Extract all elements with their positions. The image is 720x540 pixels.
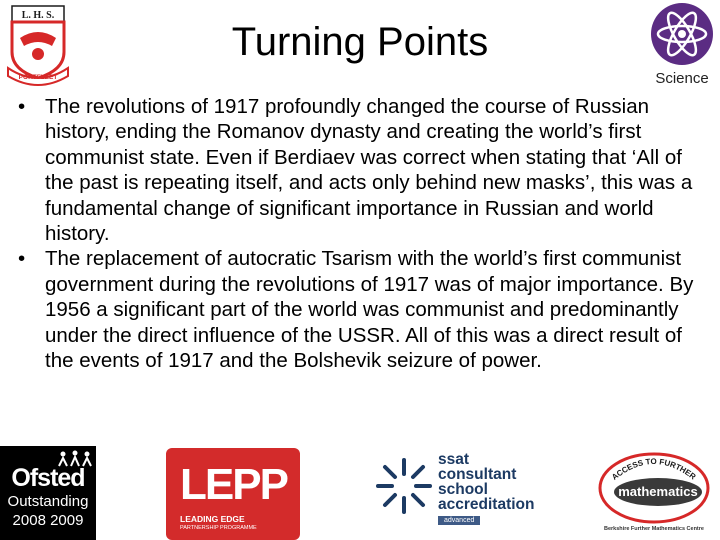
school-crest-logo (6, 4, 70, 88)
bullet-marker: • (18, 247, 26, 271)
slide-title: Turning Points (231, 20, 489, 64)
ssat-text (438, 452, 534, 512)
leading-edge-logo (166, 448, 300, 540)
crest-band-text: PORTFLEET (18, 74, 58, 81)
maths-footer-text: Berkshire Further Mathematics Centre (604, 526, 704, 532)
ssat-accreditation-logo (370, 448, 546, 532)
bullet-item (18, 246, 708, 373)
ofsted-name: Ofsted (11, 464, 85, 492)
maths-arc-text: ACCESS TO FURTHER (610, 456, 698, 482)
ssat-line: school (438, 481, 488, 498)
ofsted-years: 2008 2009 (12, 512, 84, 529)
bullet-text: The replacement of autocratic Tsarism with the world’s first communist government during the revolutions of 1917 was of major importance. By 1956 a significant part of the world was communist and predominantly under the direct influence of the USSR. All of this was a direct result of the events of 1917 and the Bolshevik seizure of power. (45, 247, 694, 373)
maths-center-text: mathematics (618, 484, 698, 499)
lepp-line2: PARTNERSHIP PROGRAMME (180, 525, 257, 531)
science-label: Science (655, 70, 709, 87)
further-maths-logo (590, 446, 718, 538)
lepp-line1: LEADING EDGE (180, 514, 245, 524)
ssat-line: ssat (438, 451, 470, 468)
ofsted-outstanding-logo (0, 446, 96, 540)
ssat-line: consultant (438, 466, 517, 483)
lepp-wordmark: LEPP (180, 460, 287, 509)
crest-top-text: L. H. S. (21, 10, 55, 21)
ssat-badge: advanced (438, 516, 480, 525)
bullet-text: The revolutions of 1917 profoundly changed the course of Russian history, ending the Romanov dynasty and creating the world’s first communist state. Even if Berdiaev was correct when stating that ‘All of the past is repeating itself, and acts only behind new masks’, this was a fundamental change of significant importance in Russian and world history. (45, 95, 693, 246)
bullet-list (18, 94, 708, 373)
ssat-starburst-icon (372, 454, 436, 518)
ssat-line: accreditation (438, 496, 535, 513)
bullet-item (18, 94, 708, 246)
bullet-marker: • (18, 95, 26, 118)
ofsted-rating: Outstanding (7, 493, 89, 510)
